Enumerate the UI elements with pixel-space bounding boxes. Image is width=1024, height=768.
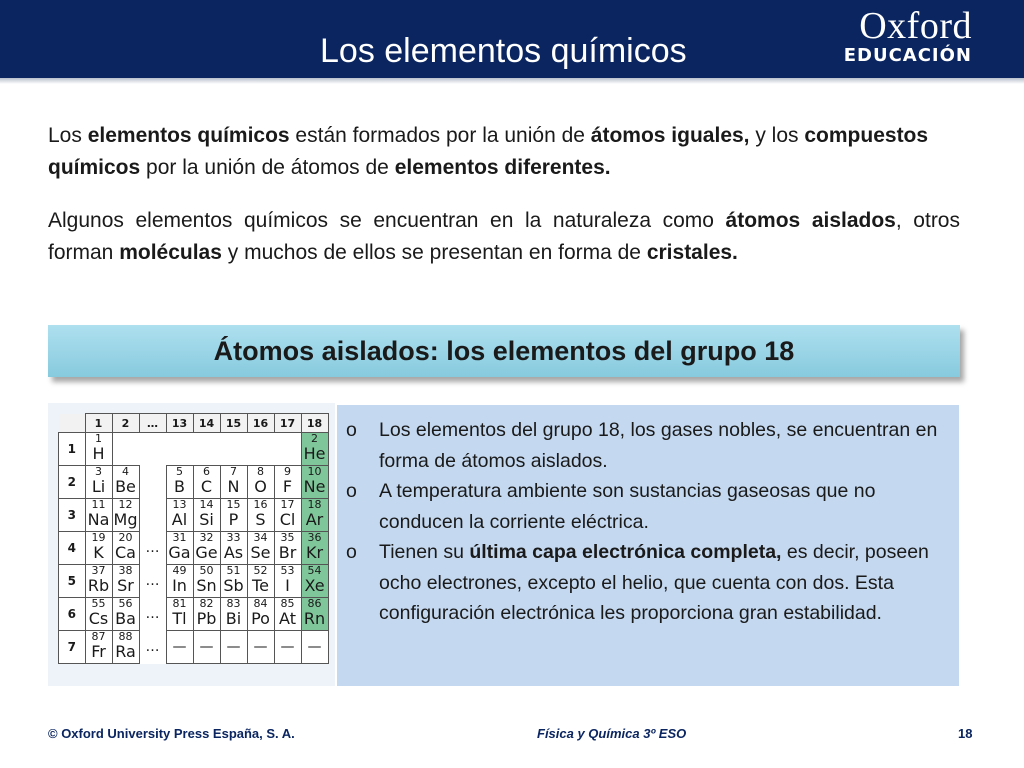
text-run: Los elementos del grupo 18, los gases nobles, se encuentran en forma de átomos aislados.: [379, 419, 938, 472]
dash-cell: —: [220, 631, 247, 664]
dash-cell: —: [247, 631, 274, 664]
atomic-number: 50: [199, 564, 214, 577]
element-symbol: Cs: [88, 609, 109, 628]
empty-cell: [139, 499, 166, 532]
intro-paragraph-2: [48, 205, 960, 269]
element-cell: [112, 466, 139, 499]
empty-cell: [139, 466, 166, 499]
periodic-table: [58, 413, 329, 664]
element-symbol: Ne: [303, 477, 326, 496]
atomic-number: 14: [199, 498, 214, 511]
element-cell: [274, 565, 301, 598]
group-header: …: [139, 414, 166, 433]
atomic-number: 51: [226, 564, 241, 577]
element-cell: [193, 499, 220, 532]
element-cell: [247, 565, 274, 598]
atomic-number: 15: [226, 498, 241, 511]
bullet-marker: o: [346, 480, 357, 502]
atomic-number: 3: [95, 465, 102, 478]
text-run: , otros forman: [48, 209, 960, 264]
atomic-number: 34: [253, 531, 268, 544]
empty-cell: [112, 433, 139, 466]
group-header: 17: [274, 414, 301, 433]
atomic-number: 32: [199, 531, 214, 544]
element-symbol: Tl: [172, 609, 187, 628]
group-header: 13: [166, 414, 193, 433]
element-cell: [274, 532, 301, 565]
element-symbol: At: [279, 609, 296, 628]
text-run: están formados por la unión de: [289, 124, 591, 147]
element-symbol: Pb: [196, 609, 217, 628]
group-header: 14: [193, 414, 220, 433]
atomic-number: 86: [307, 597, 322, 610]
element-cell: [301, 466, 328, 499]
element-symbol: N: [227, 477, 240, 496]
bold-text: moléculas: [119, 241, 222, 264]
atomic-number: 53: [280, 564, 295, 577]
element-cell: [301, 598, 328, 631]
ellipsis-cell: …: [139, 598, 166, 631]
atomic-number: 87: [91, 630, 106, 643]
element-cell: [247, 466, 274, 499]
element-symbol: K: [93, 543, 104, 562]
element-cell: [112, 631, 139, 664]
element-cell: [274, 499, 301, 532]
text-run: por la unión de átomos de: [140, 156, 395, 179]
group-header: 16: [247, 414, 274, 433]
text-run: A temperatura ambiente son sustancias gaseosas que no conducen la corriente eléctrica.: [379, 480, 876, 533]
element-symbol: Bi: [225, 609, 242, 628]
atomic-number: 82: [199, 597, 214, 610]
empty-cell: [139, 433, 166, 466]
page-title: Los elementos químicos: [320, 32, 687, 70]
atomic-number: 9: [284, 465, 291, 478]
element-cell: [85, 565, 112, 598]
group-header: 15: [220, 414, 247, 433]
element-symbol: Sb: [223, 576, 244, 595]
element-cell: [220, 598, 247, 631]
element-symbol: As: [223, 543, 244, 562]
empty-cell: [220, 433, 247, 466]
element-symbol: H: [92, 444, 105, 463]
element-cell: [166, 598, 193, 631]
element-symbol: Be: [115, 477, 136, 496]
atomic-number: 16: [253, 498, 268, 511]
element-cell: [220, 565, 247, 598]
logo-oxford-text: Oxford: [859, 5, 972, 47]
element-symbol: P: [228, 510, 239, 529]
header-bar: [0, 0, 1024, 78]
bold-text: elementos diferentes.: [394, 156, 611, 179]
empty-cell: [247, 433, 274, 466]
element-cell: [85, 532, 112, 565]
element-cell: [193, 532, 220, 565]
group-header: 1: [85, 414, 112, 433]
element-symbol: Se: [250, 543, 271, 562]
atomic-number: 36: [307, 531, 322, 544]
atomic-number: 6: [203, 465, 210, 478]
bullet-list: [337, 405, 959, 629]
periodic-table-panel: [48, 403, 335, 686]
atomic-number: 56: [118, 597, 133, 610]
element-symbol: Na: [87, 510, 110, 529]
bullet-item: [346, 415, 947, 476]
atomic-number: 52: [253, 564, 268, 577]
atomic-number: 81: [172, 597, 187, 610]
bullet-marker: o: [346, 541, 357, 563]
dash-cell: —: [166, 631, 193, 664]
atomic-number: 12: [118, 498, 133, 511]
element-symbol: Ar: [305, 510, 324, 529]
dash-cell: —: [301, 631, 328, 664]
atomic-number: 18: [307, 498, 322, 511]
element-symbol: Po: [251, 609, 270, 628]
atomic-number: 20: [118, 531, 133, 544]
element-symbol: Te: [252, 576, 269, 595]
element-symbol: Xe: [304, 576, 325, 595]
element-symbol: S: [255, 510, 266, 529]
element-symbol: O: [254, 477, 267, 496]
element-symbol: Kr: [305, 543, 324, 562]
atomic-number: 54: [307, 564, 322, 577]
element-symbol: Sr: [117, 576, 134, 595]
element-cell: [85, 598, 112, 631]
element-cell: [247, 598, 274, 631]
element-symbol: Si: [199, 510, 214, 529]
table-corner: [59, 414, 86, 433]
element-cell: [220, 499, 247, 532]
bold-text: cristales.: [646, 241, 738, 264]
element-symbol: Ba: [115, 609, 136, 628]
element-symbol: C: [200, 477, 213, 496]
element-cell: [274, 466, 301, 499]
bold-text: átomos iguales,: [590, 124, 750, 147]
element-symbol: Ga: [168, 543, 191, 562]
atomic-number: 85: [280, 597, 295, 610]
element-cell: [247, 532, 274, 565]
atomic-number: 83: [226, 597, 241, 610]
text-run: y muchos de ellos se presentan en forma de: [221, 241, 647, 264]
header-shadow: [0, 78, 1024, 84]
atomic-number: 7: [230, 465, 237, 478]
element-symbol: Ra: [115, 642, 136, 661]
element-symbol: Li: [91, 477, 106, 496]
atomic-number: 8: [257, 465, 264, 478]
element-symbol: B: [174, 477, 185, 496]
atomic-number: 1: [95, 432, 102, 445]
element-symbol: Rb: [87, 576, 110, 595]
atomic-number: 55: [91, 597, 106, 610]
atomic-number: 35: [280, 531, 295, 544]
element-symbol: I: [285, 576, 290, 595]
bullet-item: [346, 476, 947, 537]
bullet-marker: o: [346, 419, 357, 441]
ellipsis-cell: …: [139, 532, 166, 565]
logo-educacion-text: EDUCACIÓN: [843, 45, 972, 66]
element-cell: [166, 532, 193, 565]
element-cell: [274, 598, 301, 631]
ellipsis-cell: …: [139, 631, 166, 664]
element-symbol: Ca: [115, 543, 136, 562]
element-symbol: Cl: [279, 510, 296, 529]
element-cell: [166, 466, 193, 499]
element-cell: [193, 466, 220, 499]
element-symbol: F: [282, 477, 293, 496]
element-cell: [301, 532, 328, 565]
element-symbol: In: [172, 576, 187, 595]
element-cell: [220, 466, 247, 499]
period-label: 1: [59, 433, 86, 466]
period-label: 6: [59, 598, 86, 631]
atomic-number: 4: [122, 465, 129, 478]
group-header: 2: [112, 414, 139, 433]
element-cell: [301, 565, 328, 598]
text-run: Los: [48, 124, 88, 147]
oxford-logo: [844, 6, 972, 66]
element-symbol: Br: [278, 543, 297, 562]
empty-cell: [166, 433, 193, 466]
period-label: 3: [59, 499, 86, 532]
period-label: 4: [59, 532, 86, 565]
atomic-number: 11: [91, 498, 106, 511]
element-cell: [112, 598, 139, 631]
element-symbol: Mg: [113, 510, 138, 529]
atomic-number: 84: [253, 597, 268, 610]
element-symbol: Sn: [196, 576, 217, 595]
section-banner: Átomos aislados: los elementos del grupo 18: [48, 325, 960, 377]
element-symbol: He: [303, 444, 326, 463]
atomic-number: 49: [172, 564, 187, 577]
element-cell: [193, 598, 220, 631]
dash-cell: —: [274, 631, 301, 664]
atomic-number: 33: [226, 531, 241, 544]
atomic-number: 19: [91, 531, 106, 544]
group-header: 18: [301, 414, 328, 433]
element-cell: [193, 565, 220, 598]
text-run: Algunos elementos químicos se encuentran en la naturaleza como: [48, 209, 726, 232]
dash-cell: —: [193, 631, 220, 664]
element-cell: [85, 631, 112, 664]
bold-text: última capa electrónica completa,: [469, 541, 782, 563]
element-symbol: Fr: [91, 642, 106, 661]
atomic-number: 5: [176, 465, 183, 478]
element-cell: [220, 532, 247, 565]
period-label: 7: [59, 631, 86, 664]
text-run: es decir, poseen ocho electrones, excepto el helio, que cuenta con dos. Esta configuración electrónica les proporciona gran estabilidad.: [379, 541, 929, 624]
element-cell: [301, 499, 328, 532]
atomic-number: 13: [172, 498, 187, 511]
atomic-number: 2: [311, 432, 318, 445]
period-label: 5: [59, 565, 86, 598]
atomic-number: 17: [280, 498, 295, 511]
element-cell: [166, 565, 193, 598]
atomic-number: 38: [118, 564, 133, 577]
bold-text: compuestos químicos: [48, 124, 929, 179]
element-cell: [85, 433, 112, 466]
empty-cell: [193, 433, 220, 466]
footer-copyright: © Oxford University Press España, S. A.: [48, 726, 295, 741]
atomic-number: 88: [118, 630, 133, 643]
intro-paragraph-1: [48, 120, 960, 184]
bold-text: elementos químicos: [87, 124, 290, 147]
element-cell: [112, 499, 139, 532]
ellipsis-cell: …: [139, 565, 166, 598]
text-run: Tienen su: [379, 541, 470, 563]
atomic-number: 37: [91, 564, 106, 577]
element-symbol: Al: [171, 510, 188, 529]
element-cell: [112, 565, 139, 598]
empty-cell: [274, 433, 301, 466]
text-run: y los: [749, 124, 805, 147]
bold-text: átomos aislados: [725, 209, 896, 232]
element-cell: [301, 433, 328, 466]
element-symbol: Ge: [195, 543, 218, 562]
atomic-number: 10: [307, 465, 322, 478]
element-cell: [85, 466, 112, 499]
element-cell: [247, 499, 274, 532]
element-symbol: Rn: [303, 609, 326, 628]
footer-course: Física y Química 3º ESO: [537, 726, 687, 741]
element-cell: [112, 532, 139, 565]
footer-page-number: 18: [958, 726, 973, 741]
bullet-item: [346, 537, 947, 629]
element-cell: [85, 499, 112, 532]
element-cell: [166, 499, 193, 532]
atomic-number: 31: [172, 531, 187, 544]
period-label: 2: [59, 466, 86, 499]
bullet-panel: [337, 405, 959, 686]
